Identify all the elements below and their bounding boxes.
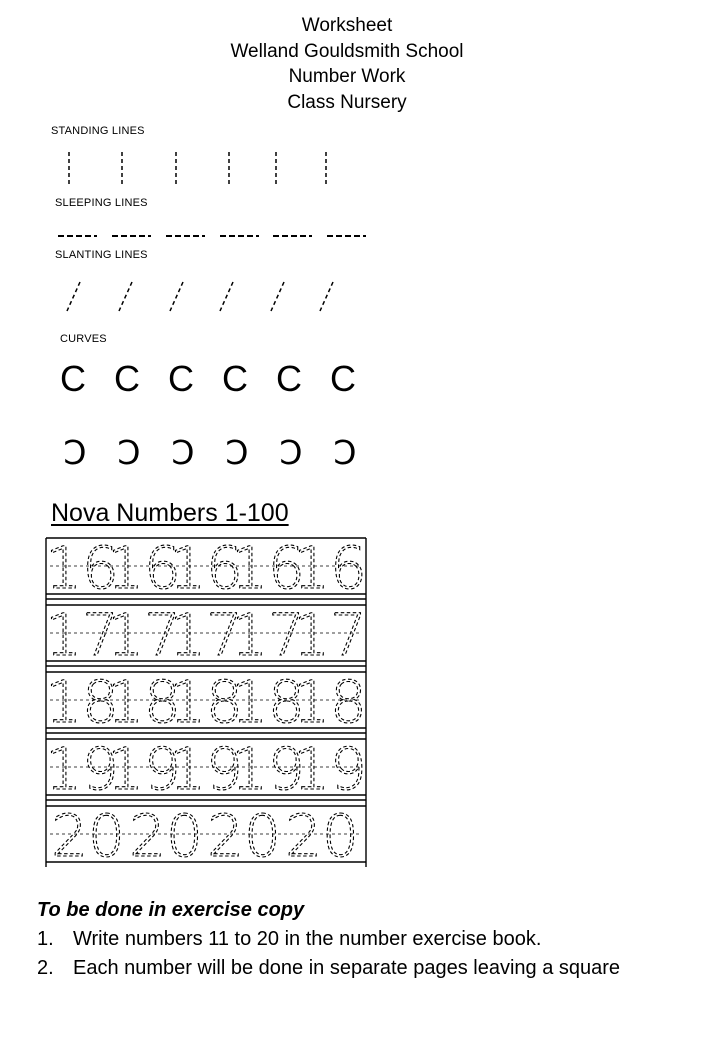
instruction-number: 1. xyxy=(37,928,54,950)
tracing-number: 16 xyxy=(231,535,305,602)
tracing-number: 17 xyxy=(45,601,119,669)
tracing-number: 18 xyxy=(107,668,181,736)
instruction-text: Each number will be done in separate pages leaving a square xyxy=(73,957,621,979)
curve-open-right: C xyxy=(222,358,248,399)
tracing-number: 20 xyxy=(129,802,203,867)
slanting-line xyxy=(67,282,80,311)
curve-open-right: C xyxy=(330,358,356,399)
standing-lines-label: STANDING LINES xyxy=(51,125,145,137)
curve-open-left: Ɔ xyxy=(225,433,249,472)
curve-open-right: C xyxy=(114,358,140,399)
sleeping-lines-label: SLEEPING LINES xyxy=(55,197,148,209)
tracing-number: 19 xyxy=(231,735,305,803)
curve-open-right: C xyxy=(60,358,86,399)
slanting-line xyxy=(170,282,183,311)
slanting-line xyxy=(271,282,284,311)
tracing-row xyxy=(46,802,366,867)
tracing-number: 17 xyxy=(231,601,305,669)
instructions xyxy=(37,896,697,983)
tracing-number: 19 xyxy=(45,735,119,803)
tracing-number: 19 xyxy=(107,735,181,803)
tracing-row xyxy=(45,735,367,806)
tracing-number: 20 xyxy=(51,802,125,867)
slanting-line xyxy=(220,282,233,311)
curve-open-right: C xyxy=(168,358,194,399)
curve-open-left: Ɔ xyxy=(63,433,87,472)
nova-numbers-title: Nova Numbers 1-100 xyxy=(51,499,289,527)
tracing-number: 16 xyxy=(293,535,367,602)
tracing-number: 19 xyxy=(169,735,243,803)
instruction-item xyxy=(37,954,697,983)
curves-open-right-row xyxy=(60,358,356,399)
tracing-row xyxy=(45,535,367,605)
tracing-number: 17 xyxy=(293,601,367,669)
tracing-number: 18 xyxy=(169,668,243,736)
instruction-text: Write numbers 11 to 20 in the number exercise book. xyxy=(73,928,542,950)
tracing-number: 18 xyxy=(45,668,119,736)
tracing-number: 20 xyxy=(207,802,281,867)
header-title: Worksheet xyxy=(301,15,393,36)
curve-open-left: Ɔ xyxy=(333,433,357,472)
tracing-row xyxy=(45,668,367,739)
curves-open-left-row xyxy=(63,433,356,472)
tracing-number: 20 xyxy=(285,802,359,867)
curve-open-right: C xyxy=(276,358,302,399)
slanting-lines xyxy=(67,282,333,311)
number-tracing-grid xyxy=(45,535,367,867)
stroke-practice-area xyxy=(0,0,720,480)
instruction-item xyxy=(37,925,697,954)
curves-label: CURVES xyxy=(60,333,107,345)
standing-lines xyxy=(69,152,326,186)
tracing-number: 16 xyxy=(107,535,181,602)
slanting-lines-label: SLANTING LINES xyxy=(55,249,148,261)
class-name: Class Nursery xyxy=(287,91,407,113)
instructions-title: To be done in exercise copy xyxy=(37,899,305,921)
curve-open-left: Ɔ xyxy=(117,433,141,472)
tracing-number: 17 xyxy=(107,601,181,669)
slanting-line xyxy=(119,282,132,311)
tracing-number: 18 xyxy=(231,668,305,736)
curve-open-left: Ɔ xyxy=(171,433,195,472)
school-name: Welland Gouldsmith School xyxy=(230,40,464,62)
subject-name: Number Work xyxy=(288,66,406,88)
tracing-number: 16 xyxy=(45,535,119,602)
instruction-number: 2. xyxy=(37,957,54,979)
curve-open-left: Ɔ xyxy=(279,433,303,472)
tracing-number: 16 xyxy=(169,535,243,602)
tracing-number: 19 xyxy=(293,735,367,803)
tracing-row xyxy=(45,601,367,672)
slanting-line xyxy=(320,282,333,311)
tracing-number: 17 xyxy=(169,601,243,669)
tracing-number: 18 xyxy=(293,668,367,736)
